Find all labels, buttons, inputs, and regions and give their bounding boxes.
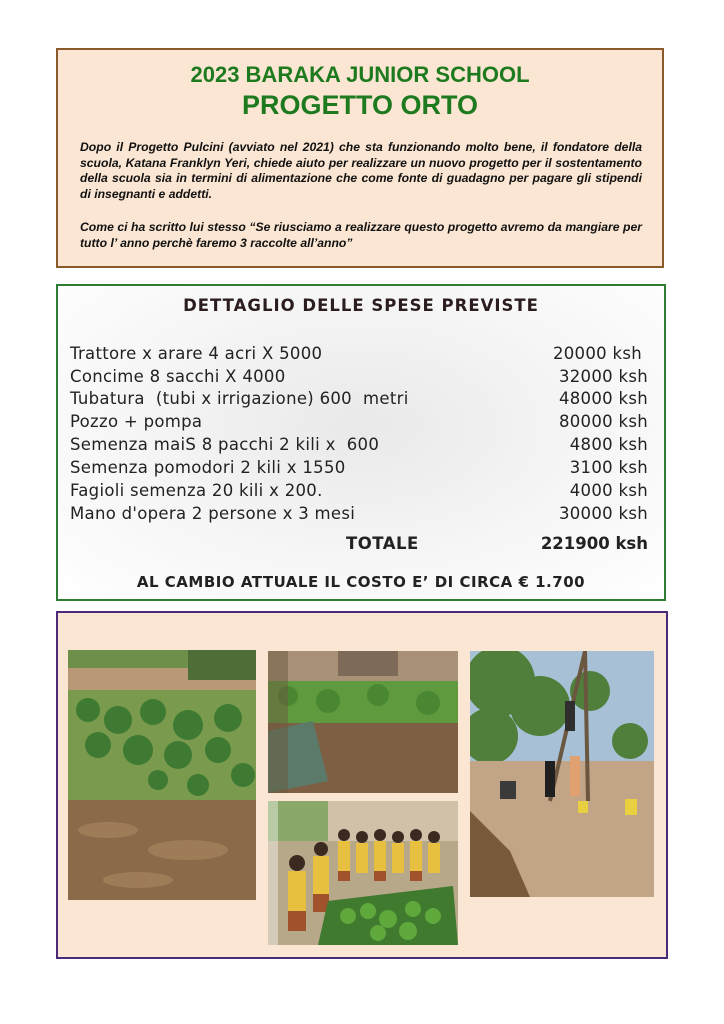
photo-panel (56, 611, 668, 959)
expense-amount: 32000 ksh (558, 367, 648, 386)
expense-amount: 48000 ksh (558, 389, 648, 408)
expense-amount: 30000 ksh (558, 504, 648, 523)
expense-row (70, 458, 648, 481)
expense-label: Pozzo + pompa (70, 412, 203, 431)
expense-label: Tubatura (tubi x irrigazione) 600 metri (70, 389, 409, 408)
expense-amount: 80000 ksh (558, 412, 648, 431)
expense-amount: 4800 ksh (569, 435, 648, 454)
total-amount: 221900 ksh (540, 534, 648, 553)
school-title: 2023 BARAKA JUNIOR SCHOOL (190, 62, 530, 87)
expense-row (70, 389, 648, 412)
expense-row (70, 412, 648, 435)
expenses-panel (56, 284, 666, 601)
well-drilling-photo (470, 651, 654, 897)
expense-label: Semenza pomodori 2 kili x 1550 (70, 458, 346, 477)
expense-label: Mano d'opera 2 persone x 3 mesi (70, 504, 356, 523)
intro-panel (56, 48, 664, 268)
expense-label: Fagioli semenza 20 kili x 200. (70, 481, 323, 500)
intro-paragraph: Dopo il Progetto Pulcini (avviato nel 2021) che sta funzionando molto bene, il fondatore della scuola, Katana Franklyn Yeri, chiede aiuto per realizzare un nuovo progetto per il sostentamento della scuola sia in termini di alimentazione che come fonte di guadagno per pagare gli stipendi di insegnanti e addetti. (80, 140, 642, 201)
expense-amount: 4000 ksh (569, 481, 648, 500)
expense-row (70, 344, 648, 367)
garden-plot-photo (268, 651, 458, 793)
expense-amount: 3100 ksh (569, 458, 648, 477)
expense-label: Trattore x arare 4 acri X 5000 (70, 344, 323, 363)
total-label: TOTALE (346, 534, 419, 553)
expenses-title: DETTAGLIO DELLE SPESE PREVISTE (183, 296, 539, 315)
expense-label: Semenza maiS 8 pacchi 2 kili x 600 (70, 435, 380, 454)
expense-row (70, 367, 648, 390)
expense-row (70, 435, 648, 458)
expense-row (70, 504, 648, 527)
exchange-note: AL CAMBIO ATTUALE IL COSTO E’ DI CIRCA € 1.700 (136, 573, 586, 591)
quote-paragraph: Come ci ha scritto lui stesso “Se riusciamo a realizzare questo progetto avremo da mangiare per tutto l’ anno perchè faremo 3 raccolte all’anno” (80, 220, 642, 250)
project-title: PROGETTO ORTO (241, 90, 479, 120)
expense-amount: 20000 ksh (552, 344, 642, 363)
schoolchildren-seedbed-photo (268, 801, 458, 945)
expense-row (70, 481, 648, 504)
garden-field-photo (68, 650, 256, 900)
expense-label: Concime 8 sacchi X 4000 (70, 367, 286, 386)
